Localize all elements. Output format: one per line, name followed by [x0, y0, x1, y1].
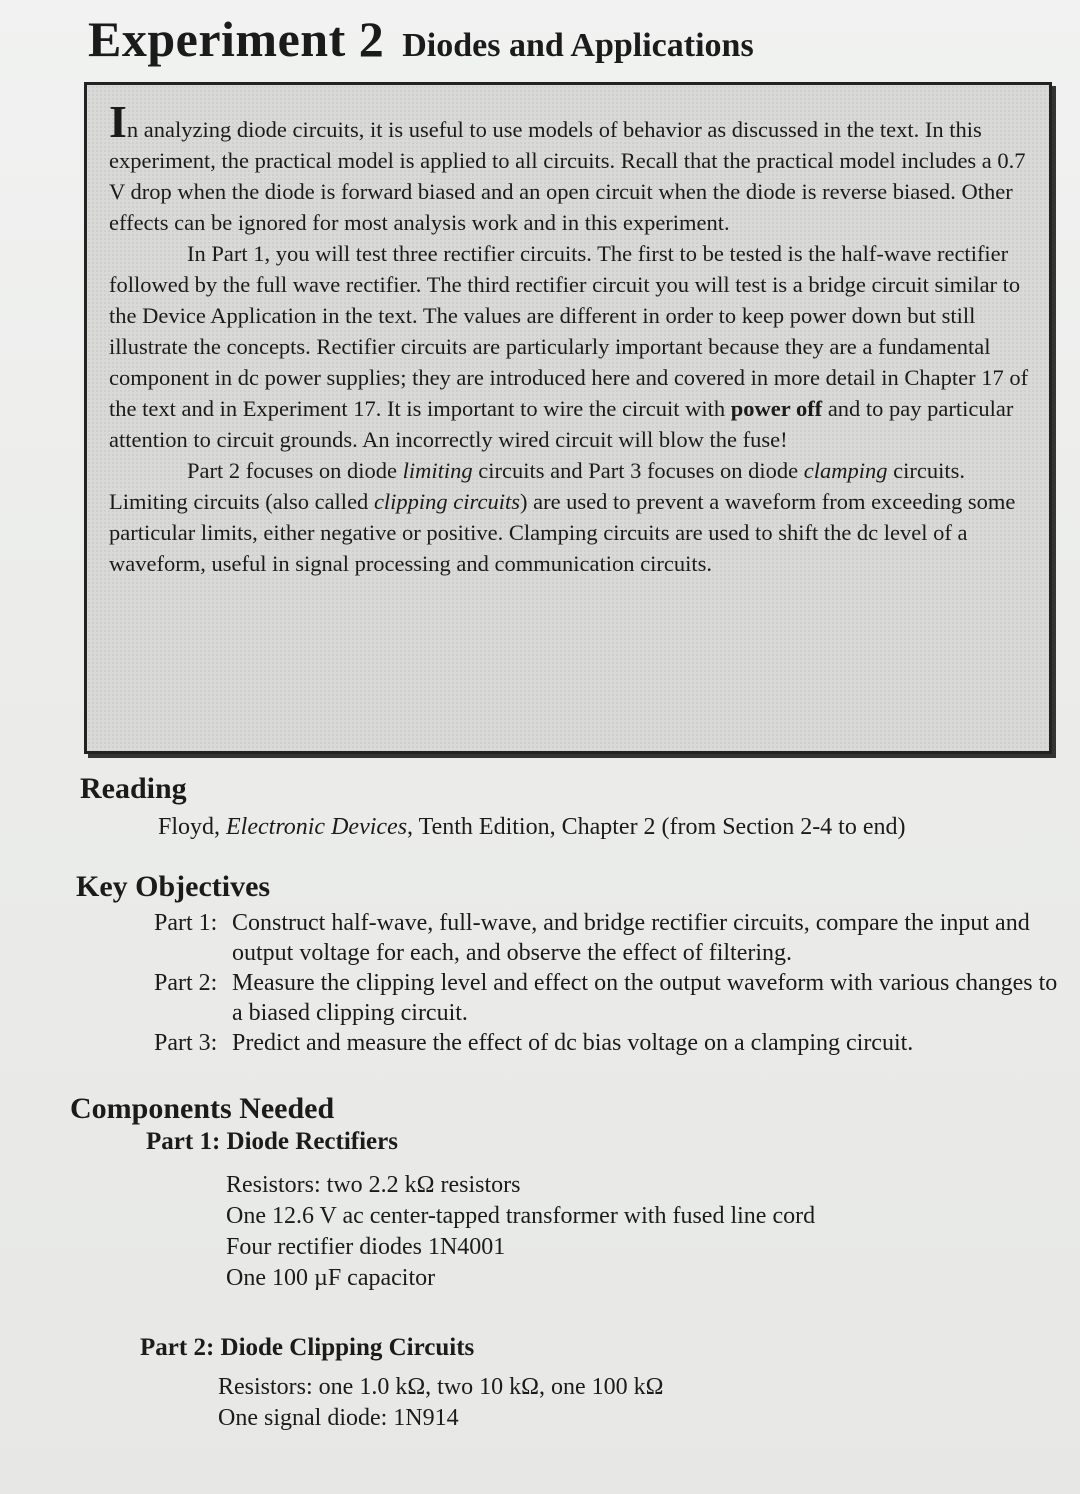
- intro-p3-em-clipping: clipping circuits: [373, 489, 520, 514]
- intro-p3-em-limiting: limiting: [402, 458, 473, 483]
- intro-p3-text-a: Part 2 focuses on diode: [187, 458, 403, 483]
- reading-heading: Reading: [80, 772, 187, 805]
- intro-p3-em-clamping: clamping: [803, 458, 888, 483]
- objective-item: [154, 1028, 1080, 1058]
- intro-p2-text-b: and to pay particular attention to circuit grounds. An incorrectly wired circuit will blow the fuse!: [109, 396, 1014, 452]
- part1-list: [226, 1170, 1080, 1294]
- components-heading: Components Needed: [70, 1092, 335, 1125]
- objectives-heading: Key Objectives: [76, 870, 271, 903]
- intro-paragraph-1: [109, 96, 1031, 238]
- objectives-section: [0, 870, 1080, 1058]
- introduction-box: [84, 82, 1052, 754]
- objective-item: [154, 908, 1080, 968]
- component-item: One signal diode: 1N914: [218, 1405, 459, 1431]
- intro-p2-text-a: In Part 1, you will test three rectifier circuits. The first to be tested is the half-wave rectifier followed by the full wave rectifier. The third rectifier circuit you will test is a bridge circuit similar to the Device Application in the text. The values are different in order to keep power down but still illustrate the concepts. Rectifier circuits are particularly important because they are a fundamental component in dc power supplies; they are introduced here and covered in more detail in Chapter 17 of the text and in Experiment 17. It is important to wire the circuit with: [109, 241, 1029, 421]
- component-item: One 100 µF capacitor: [226, 1265, 436, 1291]
- objective-label: Part 3:: [154, 1030, 218, 1056]
- reading-author: Floyd,: [158, 814, 227, 840]
- experiment-header: [88, 10, 754, 68]
- experiment-title: Diodes and Applications: [402, 27, 754, 64]
- component-item: Resistors: one 1.0 kΩ, two 10 kΩ, one 100 kΩ: [218, 1374, 664, 1400]
- intro-p3-text-d: ) are used to prevent a waveform from exceeding some particular limits, either negative or positive. Clamping circuits are used to shift the dc level of a waveform, useful in signal processing and communication circuits.: [109, 489, 1016, 576]
- objective-text: Measure the clipping level and effect on the output waveform with various changes to a biased clipping circuit.: [232, 970, 1058, 1026]
- reading-details: , Tenth Edition, Chapter 2 (from Section 2-4 to end): [407, 814, 906, 840]
- intro-p1-text: n analyzing diode circuits, it is useful to use models of behavior as discussed in the text. In this experiment, the practical model is applied to all circuits. Recall that the practical model includes a 0.7 V drop when the diode is forward biased and an open circuit when the diode is reverse biased. Other effects can be ignored for most analysis work and in this experiment.: [109, 117, 1026, 235]
- intro-p3-text-b: circuits and Part 3 focuses on diode: [472, 458, 804, 483]
- intro-paragraph-3: [109, 455, 1031, 579]
- component-item: Resistors: two 2.2 kΩ resistors: [226, 1172, 521, 1198]
- objectives-list: [154, 908, 1080, 1058]
- experiment-number: Experiment 2: [88, 11, 385, 67]
- objective-label: Part 1:: [154, 910, 218, 936]
- intro-p2-bold: power off: [730, 396, 823, 421]
- reading-section: [0, 772, 1080, 843]
- part2-list: [218, 1372, 1080, 1434]
- objective-item: [154, 968, 1080, 1028]
- intro-paragraph-2: [109, 238, 1031, 455]
- drop-cap: I: [109, 96, 127, 147]
- objective-text: Predict and measure the effect of dc bias voltage on a clamping circuit.: [232, 1030, 914, 1056]
- reading-citation: [158, 812, 1080, 843]
- component-item: One 12.6 V ac center-tapped transformer with fused line cord: [226, 1203, 816, 1229]
- intro-p3-text-c: circuits. Limiting circuits (also called: [109, 458, 966, 514]
- part2-heading: Part 2: Diode Clipping Circuits: [140, 1334, 475, 1361]
- part1-heading: Part 1: Diode Rectifiers: [146, 1128, 398, 1155]
- reading-book-title: Electronic Devices: [226, 814, 408, 840]
- objective-label: Part 2:: [154, 970, 218, 996]
- objective-text: Construct half-wave, full-wave, and bridge rectifier circuits, compare the input and output voltage for each, and observe the effect of filtering.: [232, 910, 1030, 966]
- components-section: [0, 1092, 1080, 1434]
- component-item: Four rectifier diodes 1N4001: [226, 1234, 506, 1260]
